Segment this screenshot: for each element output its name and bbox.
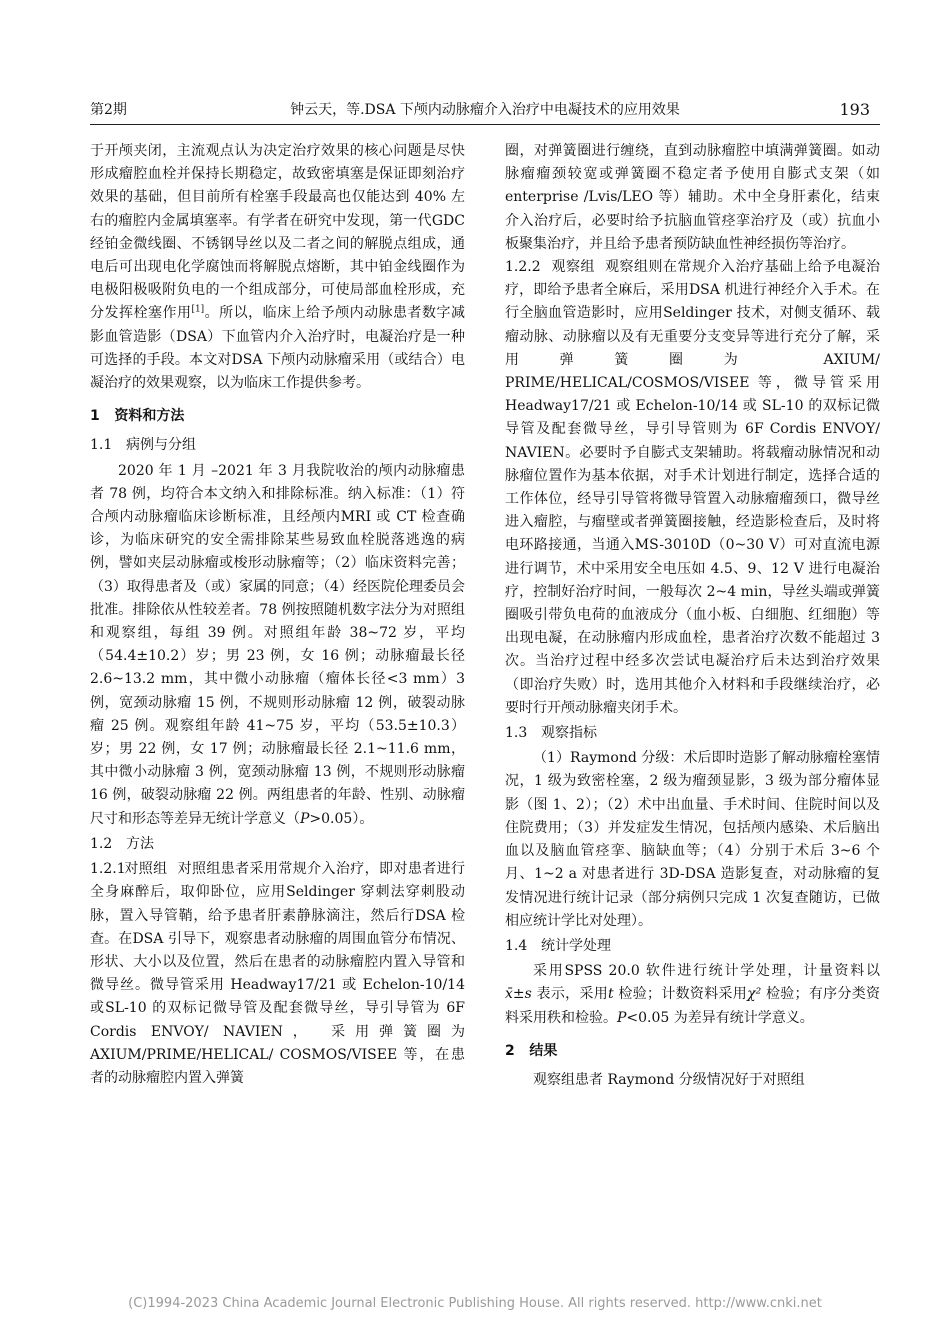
citation: [1]	[191, 304, 205, 315]
paragraph: （1）Raymond 分级：术后即时造影了解动脉瘤栓塞情况，1 级为致密栓塞，2 级为瘤颈显影，3 级为部分瘤体显影（图 1、2）；（2）术中出血量、手术时间、住院时间以及住院费用；（3）并发症发生情况，包括颅内感染、术后脑出血以及脑血管痉挛、脑缺血等；（4）分别于术后 3~6 个月、1~2 a 对患者进行 3D-DSA 造影复查，对动脉瘤的复发情况进行统计记录（部分病例只完成 1 次复查随访，已做相应统计学比对处理）。	[505, 750, 880, 929]
page-number: 193	[839, 100, 870, 119]
paragraph: 1.2.2 观察组 观察组则在常规介入治疗基础上给予电凝治疗，即给予患者全麻后，采用DSA 机进行神经介入手术。在行全脑血管造影时，应用Seldinger 技术，对侧支循环、载瘤动脉、动脉瘤以及有无重要分支变异等进行充分了解，采用弹簧圈为 AXIUM/ PRIME/HELICAL/COSMOS/VISEE 等，微导管采用 Headway17/21 或 Echelon-10/14 或 SL-10 的双标记微导管及配套微导丝，导引导管则为 6F Cordis ENVOY/ NAVIEN。必要时予自膨式支架辅助。将载瘤动脉情况和动脉瘤位置作为基本依据，对手术计划进行制定，选择合适的工作体位，经导引导管将微导管置入动脉瘤瘤颈口，微导丝进入瘤腔，与瘤壁或者弹簧圈接触，经造影检查后，及时将电环路接通，当通入MS-3010D（0~30 V）可对直流电源进行调节，术中采用安全电压如 4.5、9、12 V 进行电凝治疗，控制好治疗时间，一般每次 2~4 min，导丝头端或弹簧圈吸引带负电荷的血液成分（血小板、白细胞、红细胞）等出现电凝，在动脉瘤内形成血栓，患者治疗次数不能超过 3 次。当治疗过程中经多次尝试电凝治疗后未达到治疗效果（即治疗失败）时，选用其他介入材料和手段继续治疗，必要时行开颅动脉瘤夹闭手术。	[505, 259, 880, 716]
subsection-heading: 1.4 统计学处理	[505, 937, 611, 954]
paragraph: 采用SPSS 20.0 软件进行统计学处理，计量资料以 x̄±s 表示，采用t 检验；计数资料采用χ² 检验；有序分类资料采用秩和检验。P<0.05 为差异有统计学意义。	[505, 963, 881, 1026]
running-title: 钟云天，等.DSA 下颅内动脉瘤介入治疗中电凝技术的应用效果	[290, 102, 680, 118]
paragraph: 观察组患者 Raymond 分级情况好于对照组	[533, 1071, 805, 1088]
section-heading: 2 结果	[505, 1042, 558, 1059]
paragraph: 1.2.1对照组 对照组患者采用常规介入治疗，即对患者进行全身麻醉后，取仰卧位，应用Seldinger 穿刺法穿刺股动脉，置入导管鞘，给予患者肝素静脉滴注，然后行DSA 检查。在DSA 引导下，观察患者动脉瘤的周围血管分布情况、形状、大小以及位置，然后在患者的动脉瘤腔内置入导管和微导丝。微导管采用 Headway17/21 或 Echelon-10/14 或SL-10 的双标记微导管及配套微导丝，导引导管为 6F Cordis ENVOY/ NAVIEN， 采用弹簧圈为 AXIUM/PRIME/HELICAL/ COSMOS/VISEE 等，在患者的动脉瘤腔内置入弹簧	[90, 861, 466, 1086]
paragraph: 2020 年 1 月 –2021 年 3 月我院收治的颅内动脉瘤患者 78 例，均符合本文纳入和排除标准。纳入标准：（1）符合颅内动脉瘤临床诊断标准，且经颅内MRI 或 CT 检查确诊，为临床研究的安全需排除某些易致血栓脱落逃逸的病例，譬如夹层动脉瘤或梭形动脉瘤等；（2）临床资料完善；（3）取得患者及（或）家属的同意；（4）经医院伦理委员会批准。排除依从性较差者。78 例按照随机数字法分为对照组和观察组，每组 39 例。对照组年龄 38~72 岁，平均（54.4±10.2）岁；男 23 例，女 16 例；动脉瘤最长径 2.6~13.2 mm，其中微小动脉瘤（瘤体长径<3 mm）3 例，宽颈动脉瘤 15 例，不规则形动脉瘤 12 例，破裂动脉瘤 25 例。观察组年龄 41~75 岁，平均（53.5±10.3）岁；男 22 例，女 17 例；动脉瘤最长径 2.1~11.6 mm，其中微小动脉瘤 3 例，宽颈动脉瘤 13 例，不规则形动脉瘤 16 例，破裂动脉瘤 22 例。两组患者的年龄、性别、动脉瘤尺寸和形态等差异无统计学意义（P>0.05）。	[90, 462, 465, 827]
subsection-heading: 1.3 观察指标	[505, 725, 597, 742]
subsection-heading: 1.1 病例与分组	[90, 437, 196, 454]
paragraph: 圈，对弹簧圈进行缠绕，直到动脉瘤腔中填满弹簧圈。如动脉瘤瘤颈较宽或弹簧圈不稳定者予使用自膨式支架（如enterprise /Lvis/LEO 等）辅助。术中全身肝素化，结束介入治疗后，必要时给予抗脑血管痉挛治疗及（或）抗血小板聚集治疗，并且给予患者预防缺血性神经损伤等治疗。	[505, 143, 880, 252]
running-header	[90, 100, 880, 125]
left-column	[90, 140, 465, 1090]
intro-paragraph: 于开颅夹闭，主流观点认为决定治疗效果的核心问题是尽快形成瘤腔血栓并保持长期稳定，故致密填塞是保证即刻治疗效果的基础，但目前所有栓塞手段最高也仅能达到 40% 左右的瘤腔内金属填塞率。有学者在研究中发现，第一代GDC 经铂金微线圈、不锈钢导丝以及二者之间的解脱点组成，通电后可出现电化学腐蚀而将解脱点熔断，其中铂金线圈作为电极阳极吸附负电的一个组成部分，可使局部血栓形成，充分发挥栓塞作用[1]。所以，临床上给予颅内动脉患者数字减影血管造影（DSA）下血管内介入治疗时，电凝治疗是一种可选择的手段。本文对DSA 下颅内动脉瘤采用（或结合）电凝治疗的效果观察，以为临床工作提供参考。	[90, 143, 466, 392]
section-heading: 1 资料和方法	[90, 408, 185, 425]
issue-label: 第2期	[90, 102, 127, 118]
right-column	[505, 140, 880, 1092]
copyright-footer: (C)1994-2023 China Academic Journal Electronic Publishing House. All rights reserved. http://www.cnki.net	[128, 1296, 822, 1311]
subsection-heading: 1.2 方法	[90, 835, 154, 852]
